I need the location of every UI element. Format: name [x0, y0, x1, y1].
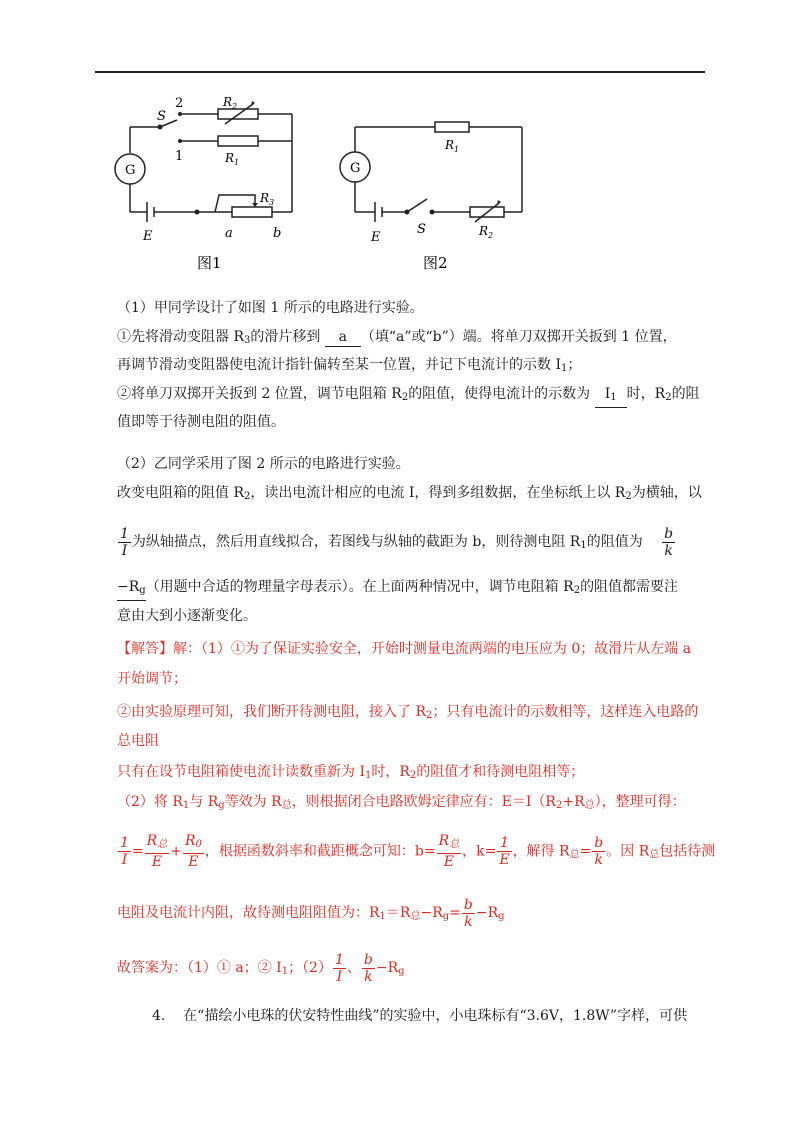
solution-line4: 总电阻	[117, 733, 159, 749]
fig1-label-r2: $R_2$	[223, 95, 238, 111]
fig2-label-g: G	[350, 161, 361, 176]
part1-step2-line2: 值即等于待测电阻的阻值。	[117, 414, 285, 430]
solution-line5: 只有在设节电阻箱使电流计读数重新为 $I_1$时，$R_2$的阻值才和待测电阻相等；	[117, 764, 585, 781]
eq-frac-6: $\frac{b}{k}$	[594, 835, 604, 868]
fig1-label-e: E	[143, 229, 153, 244]
answer-blank-2: $I_1$	[595, 385, 627, 408]
answer-blank-3: $\frac{b}{k}$	[664, 525, 674, 559]
eq-frac-5: $\frac{1}{E}$	[499, 835, 510, 868]
solution-equation-line: $\frac{1}{I}$ = $\frac{R_总}{E}$ + $\frac{R_0}{E}$ ，根据函数斜率和截距概念可知：b= $\frac{R_总}{E}$ ，k= $\frac{1}{E}$ ，解得 $R_总=$ $\frac{b}{k}$ 。因 $R_总$包括待测	[120, 833, 716, 870]
eq-frac-2: $\frac{R_总}{E}$	[146, 833, 168, 870]
solution-tag: 【解答】	[117, 641, 173, 657]
eq-frac-4: $\frac{R_总}{E}$	[438, 833, 460, 870]
circuit-figure-1	[105, 90, 305, 275]
fig1-label-g: G	[125, 163, 136, 178]
solution-line1: 【解答】解：（1）①为了保证实验安全，开始时测量电流两端的电压应为 0；故滑片从左端 a	[117, 641, 692, 657]
fig2-label-e: E	[371, 230, 381, 245]
solution-line8: 电阻及电流计内阻，故待测电阻阻值为：$R_1=R_总-R_g=$ $\frac{b}{k}$ $-R_g$	[117, 896, 505, 930]
part1-step1-line2: 再调节滑动变阻器使电流计指针偏转至某一位置，并记下电流计的示数 $I_1$；	[117, 357, 582, 374]
part2-line3: $-R_g$（用题中合适的物理量字母表示）。在上面两种情况中，调节电阻箱 $R_2$的阻值都需要注	[117, 578, 678, 601]
fig1-label-r1: $R_1$	[225, 151, 240, 167]
ans-frac-1: $\frac{1}{I}$	[334, 951, 344, 985]
fig1-caption: 图1	[197, 254, 222, 272]
fig1-label-s: S	[157, 109, 166, 124]
question-4-text: 在“描绘小电珠的伏安特性曲线”的实验中，小电珠标有“3.6V，1.8W”字样，可供	[183, 1008, 688, 1024]
circuit-figure-2	[335, 105, 535, 275]
question-4	[152, 1007, 687, 1025]
question-4-number: 4.	[152, 1008, 166, 1024]
eq-frac-7: $\frac{b}{k}$	[463, 896, 473, 930]
fig2-label-r1: $R_1$	[445, 138, 460, 154]
solution-line6: （2）将 $R_1$与 $R_g$等效为 $R_总$，则根据闭合电路欧姆定律应有：$E=I(R_2+R_总)$，整理可得：	[117, 794, 686, 811]
fig2-label-r2: $R_2$	[479, 224, 494, 240]
part1-intro: （1）甲同学设计了如图 1 所示的电路进行实验。	[117, 300, 424, 316]
answer-blank-3-tail: $-R_g$	[117, 578, 146, 601]
part2-line2: $\frac{1}{I}$ 为纵轴描点，然后用直线拟合，若图线与纵轴的截距为 b，则待测电阻 $R_1$的阻值为 $\frac{b}{k}$	[117, 525, 680, 563]
part1-step1: ①先将滑动变阻器 $R_3$的滑片移到 a （填“a”或“b”）端。将单刀双掷开关扳到 1 位置，	[117, 329, 677, 346]
fig1-label-r3: $R_3$	[260, 191, 275, 207]
solution-line3: ②由实验原理可知，我们断开待测电阻，接入了 $R_2$；只有电流计的示数相等，这样连入电路的	[117, 704, 699, 721]
fig1-label-pos2: 2	[175, 96, 184, 111]
fig1-label-a: a	[225, 226, 233, 241]
eq-frac-3: $\frac{R_0}{E}$	[184, 833, 202, 870]
header-rule	[95, 71, 705, 73]
fig1-label-b: b	[273, 226, 282, 241]
part2-line4: 意由大到小逐渐变化。	[117, 608, 257, 624]
part1-step2: ②将单刀双掷开关扳到 2 位置，调节电阻箱 $R_2$的阻值，使得电流计的示数为 $I_1$ 时，$R_2$的阻	[117, 385, 700, 408]
part2-line1: 改变电阻箱的阻值 $R_2$，读出电流计相应的电流 I，得到多组数据，在坐标纸上以 $R_2$为横轴，以	[117, 485, 702, 502]
fraction-1-over-i: $\frac{1}{I}$	[120, 525, 129, 559]
fig1-label-pos1: 1	[175, 149, 184, 164]
eq-frac-1: $\frac{1}{I}$	[120, 835, 129, 868]
fig2-label-s: S	[417, 222, 426, 237]
final-answer-line: 故答案为：（1）① a；② $I_1$；（2） $\frac{1}{I}$ 、 $\frac{b}{k}$ $-R_g$	[117, 951, 405, 985]
fig2-caption: 图2	[423, 254, 448, 272]
solution-line2: 开始调节；	[117, 671, 187, 687]
answer-blank-1: a	[325, 328, 361, 347]
part2-intro: （2）乙同学采用了图 2 所示的电路进行实验。	[117, 456, 410, 472]
ans-frac-2: $\frac{b}{k}$	[363, 951, 373, 985]
